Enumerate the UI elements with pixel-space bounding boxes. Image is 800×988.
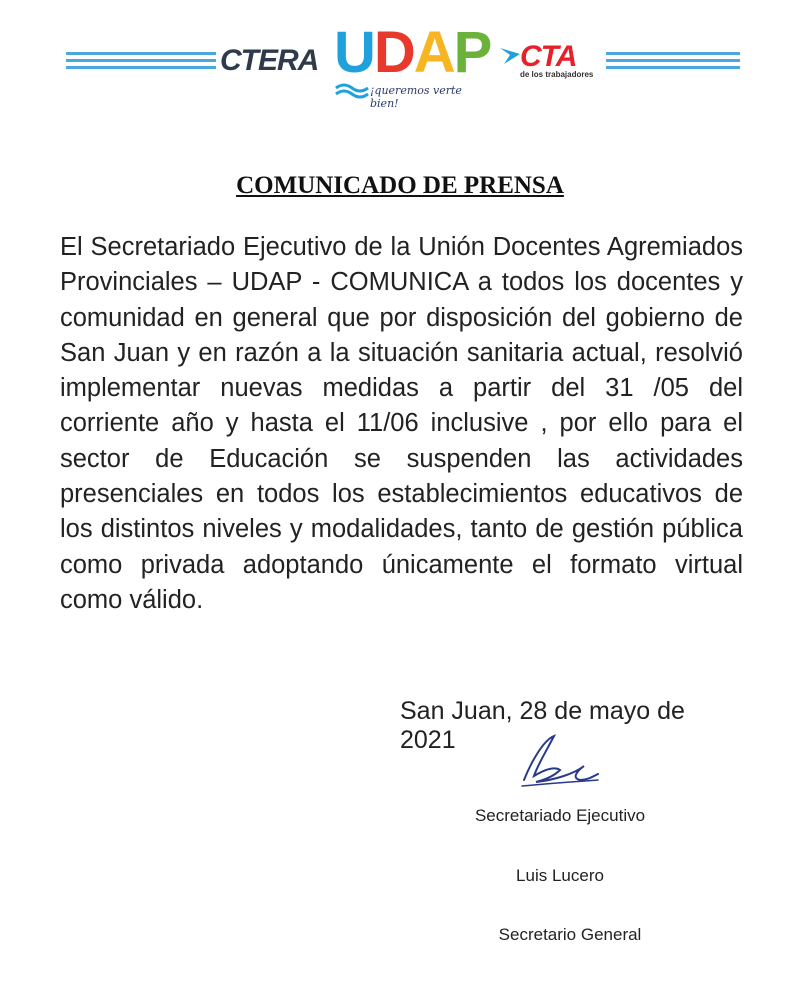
press-release-body: El Secretariado Ejecutivo de la Unión Docentes Agremiados Provinciales – UDAP - COMUNICA a todos los docentes y comunidad en general que por disposición del gobierno de San Juan y en razón a la situación sanitaria actual, resolvió implementar nuevas medidas a partir del 31 /05 del corriente año y hasta el 11/06 inclusive , por ello para el sector de Educación se suspenden las actividades presenciales en todos los establecimientos educativos de los distintos niveles y modalidades, tanto de gestión pública como privada adoptando únicamente el formato virtual como válido. [60, 233, 743, 614]
page-title: COMUNICADO DE PRENSA [236, 172, 564, 199]
letterhead [0, 0, 800, 115]
left-stripes [66, 52, 216, 74]
cta-logo: CTA de los trabajadores [500, 40, 604, 82]
udap-tagline: ¡queremos verte bien! [370, 84, 462, 110]
right-stripes [606, 52, 740, 74]
date-line: San Juan, 28 de mayo de 2021 [400, 697, 685, 754]
handwritten-signature [514, 730, 606, 792]
ctera-logo: CTERA [220, 44, 319, 77]
cta-wing-icon [500, 46, 522, 66]
udap-wave-icon [334, 82, 372, 100]
udap-logo: UDAP ¡queremos verte bien! [334, 20, 491, 110]
signature-name: Luis Lucero [516, 866, 604, 885]
signature-role: Secretariado Ejecutivo [474, 806, 646, 825]
signature-title: Secretario General [498, 925, 642, 944]
